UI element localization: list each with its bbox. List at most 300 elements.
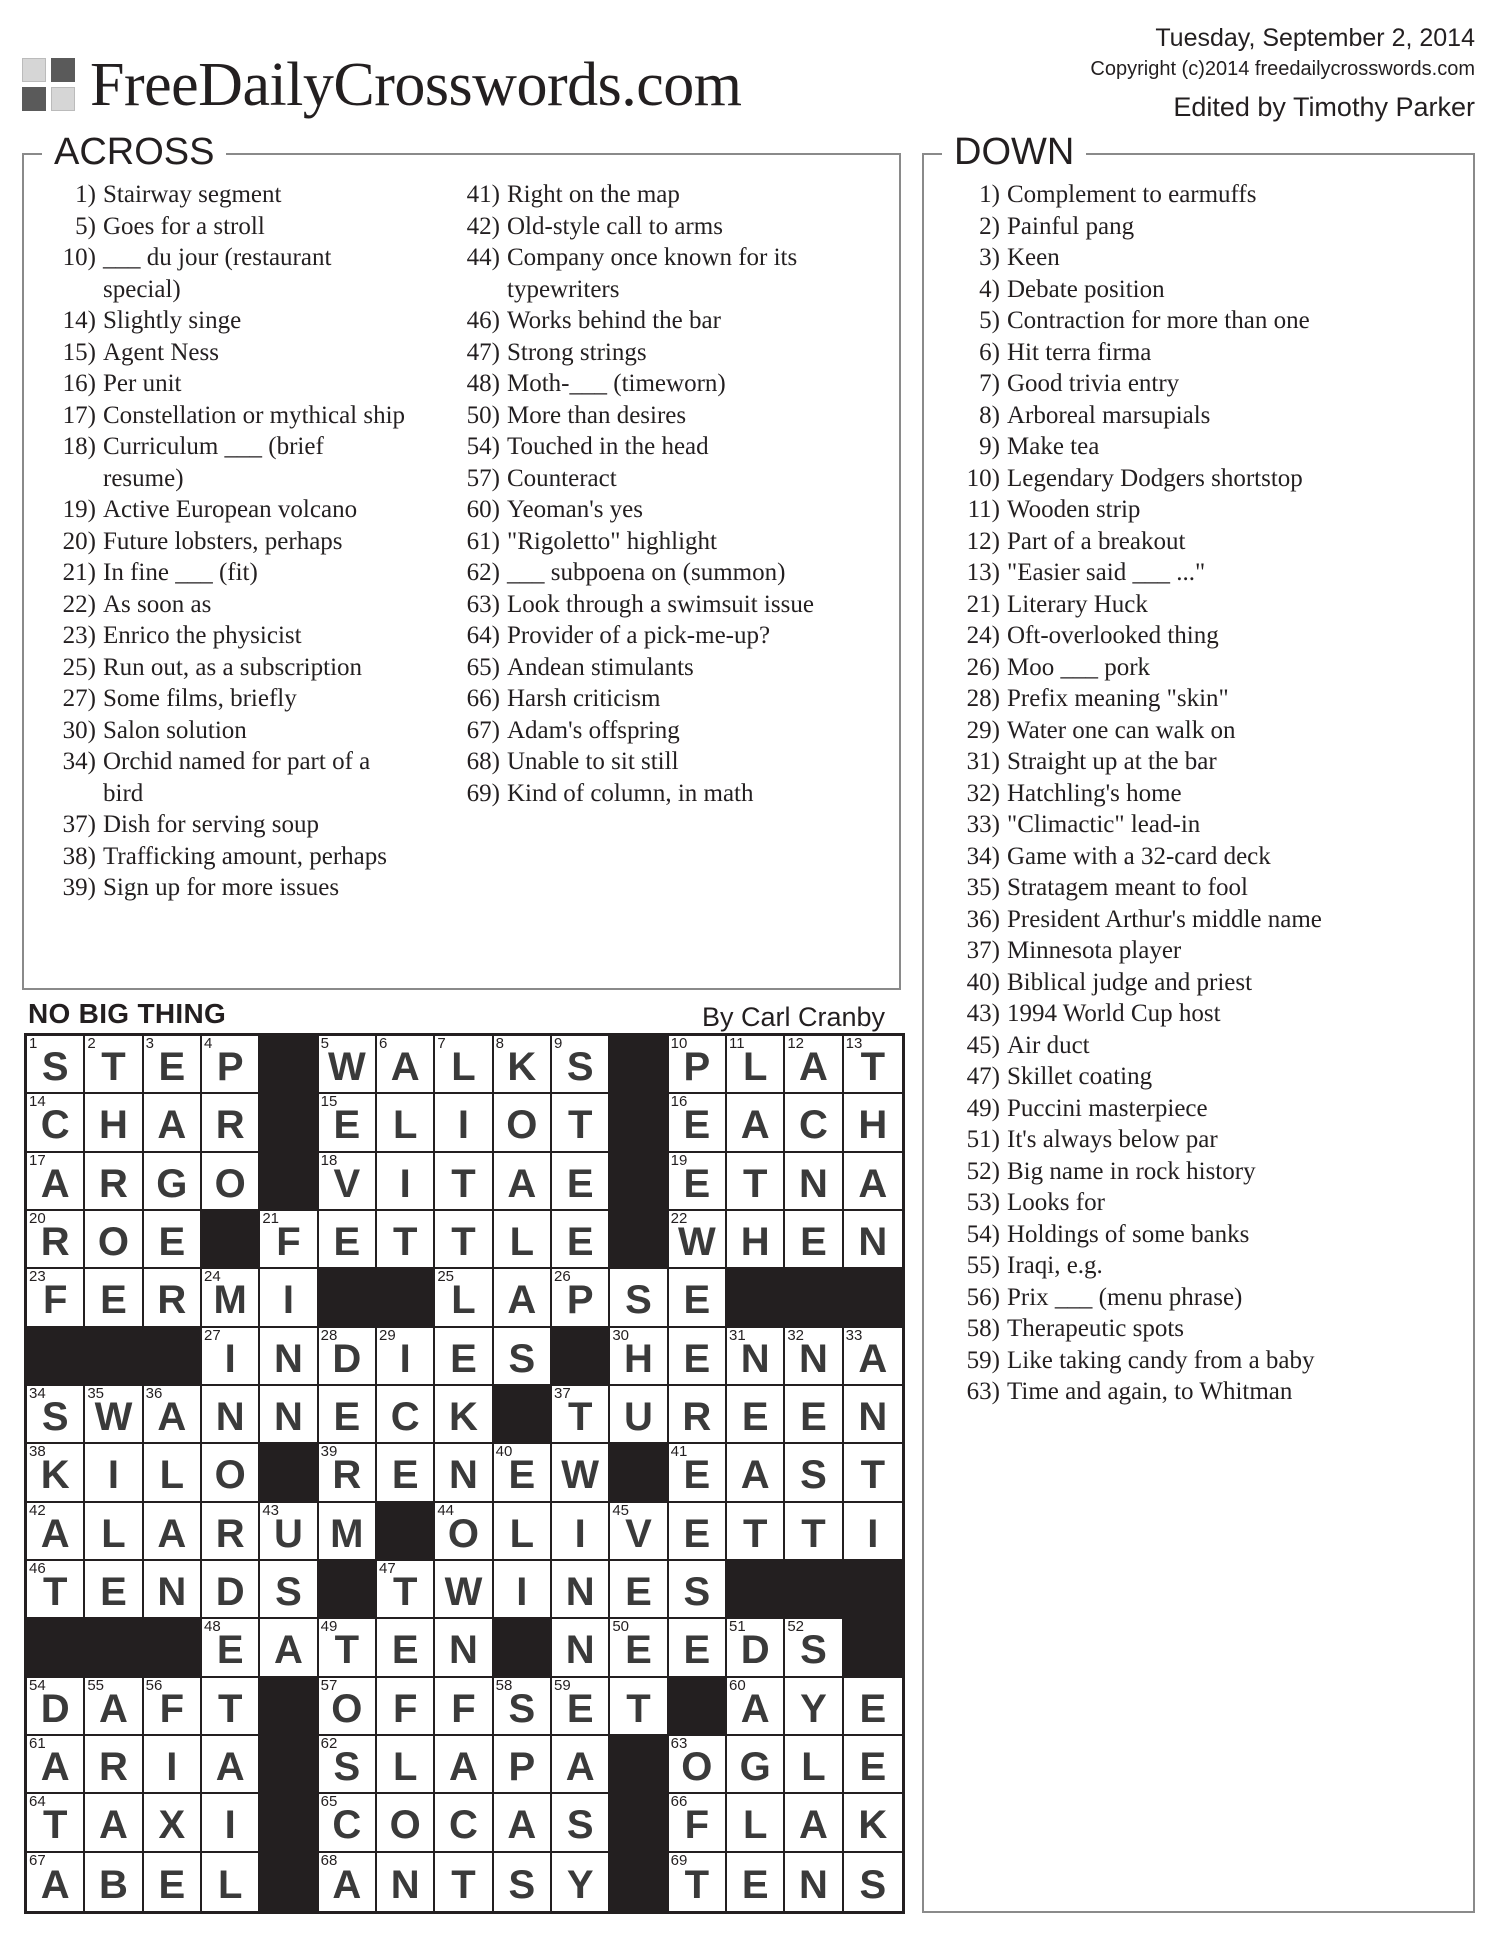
grid-cell[interactable] <box>785 1386 843 1444</box>
cell-number: 13 <box>845 1035 863 1052</box>
grid-cell[interactable] <box>494 1678 552 1736</box>
grid-cell[interactable] <box>727 1094 785 1152</box>
grid-cell[interactable] <box>202 1619 260 1677</box>
grid-cell[interactable] <box>85 1678 143 1736</box>
cell-number: 59 <box>553 1676 571 1694</box>
cell-letter: E <box>683 1628 711 1673</box>
clue-number: 64) <box>466 622 500 649</box>
clue-text: More than desires <box>507 401 687 429</box>
editor-credit: Edited by Timothy Parker <box>1173 92 1475 122</box>
grid-cell[interactable] <box>435 1094 493 1152</box>
cell-letter: S <box>333 1745 361 1790</box>
cell-letter: L <box>392 1745 418 1790</box>
grid-cell[interactable] <box>144 1444 202 1502</box>
grid-cell[interactable] <box>377 1328 435 1386</box>
clue-number: 56) <box>966 1283 1000 1311</box>
clue-number: 52) <box>966 1157 1000 1185</box>
grid-cell[interactable] <box>144 1094 202 1152</box>
grid-cell[interactable] <box>552 1444 610 1502</box>
grid-cell[interactable] <box>27 1678 85 1736</box>
grid-cell[interactable] <box>727 1328 785 1386</box>
grid-cell[interactable] <box>844 1853 902 1911</box>
cell-letter: R <box>682 1395 712 1440</box>
grid-cell[interactable] <box>669 1561 727 1619</box>
cell-letter: S <box>508 1862 536 1907</box>
grid-cell[interactable] <box>144 1211 202 1269</box>
grid-cell[interactable] <box>144 1736 202 1794</box>
grid-cell[interactable] <box>727 1386 785 1444</box>
cell-number: 19 <box>670 1151 688 1169</box>
grid-cell[interactable] <box>494 1094 552 1152</box>
clue-item <box>950 526 1460 558</box>
clue-item <box>44 589 464 621</box>
grid-cell[interactable] <box>669 1853 727 1911</box>
grid-cell[interactable] <box>669 1386 727 1444</box>
clue-number: 63) <box>966 1378 1000 1405</box>
grid-cell[interactable] <box>844 1328 902 1386</box>
grid-cell[interactable] <box>377 1794 435 1852</box>
grid-cell[interactable] <box>435 1503 493 1561</box>
clue-text: Trafficking amount, perhaps <box>103 842 387 870</box>
grid-cell[interactable] <box>377 1678 435 1736</box>
grid-cell[interactable] <box>552 1269 610 1327</box>
grid-cell[interactable] <box>202 1853 260 1911</box>
grid-cell[interactable] <box>202 1444 260 1502</box>
grid-cell[interactable] <box>27 1444 85 1502</box>
cell-letter: O <box>681 1745 713 1790</box>
cell-letter: N <box>799 1336 828 1381</box>
grid-cell[interactable] <box>727 1794 785 1852</box>
grid-cell[interactable] <box>377 1036 435 1094</box>
clue-number: 9) <box>979 433 1000 460</box>
grid-cell[interactable] <box>610 1328 668 1386</box>
clue-item <box>449 683 889 715</box>
clue-item <box>950 494 1460 526</box>
grid-cell[interactable] <box>552 1211 610 1269</box>
grid-cell[interactable] <box>435 1211 493 1269</box>
clue-item <box>44 337 464 369</box>
grid-cell[interactable] <box>552 1678 610 1736</box>
clue-item <box>950 1093 1460 1125</box>
clue-number: 60) <box>466 496 500 523</box>
grid-cell[interactable] <box>202 1678 260 1736</box>
grid-cell[interactable] <box>669 1269 727 1327</box>
grid-cell[interactable] <box>844 1794 902 1852</box>
cell-letter: P <box>216 1045 244 1090</box>
grid-cell[interactable] <box>494 1736 552 1794</box>
grid-cell[interactable] <box>144 1036 202 1094</box>
grid-cell[interactable] <box>377 1853 435 1911</box>
clue-text: Minnesota player <box>1007 937 1182 964</box>
grid-cell[interactable] <box>494 1269 552 1327</box>
clue-number: 20) <box>62 527 96 555</box>
grid-cell[interactable] <box>669 1619 727 1677</box>
grid-cell[interactable] <box>727 1619 785 1677</box>
grid-cell[interactable] <box>494 1036 552 1094</box>
cell-letter: A <box>40 1511 70 1556</box>
cell-letter: S <box>566 1803 594 1848</box>
grid-cell[interactable] <box>27 1094 85 1152</box>
cell-letter: F <box>159 1686 185 1731</box>
grid-cell[interactable] <box>785 1619 843 1677</box>
grid-black-square <box>844 1269 902 1327</box>
grid-cell[interactable] <box>844 1736 902 1794</box>
grid-cell[interactable] <box>144 1386 202 1444</box>
grid-cell[interactable] <box>494 1561 552 1619</box>
clue-number: 19) <box>62 496 96 523</box>
grid-cell[interactable] <box>552 1736 610 1794</box>
grid-cell[interactable] <box>669 1153 727 1211</box>
clue-item <box>44 368 464 400</box>
grid-cell[interactable] <box>144 1678 202 1736</box>
grid-cell[interactable] <box>144 1503 202 1561</box>
cell-letter: H <box>99 1103 128 1148</box>
cell-letter: O <box>506 1103 538 1148</box>
grid-cell[interactable] <box>435 1794 493 1852</box>
grid-cell[interactable] <box>144 1853 202 1911</box>
cell-letter: A <box>157 1103 187 1148</box>
clue-item <box>44 242 464 305</box>
grid-cell[interactable] <box>727 1678 785 1736</box>
grid-cell[interactable] <box>27 1853 85 1911</box>
cell-letter: R <box>332 1453 362 1498</box>
clue-item <box>44 620 464 652</box>
grid-cell[interactable] <box>202 1094 260 1152</box>
cell-letter: T <box>42 1803 68 1848</box>
grid-cell[interactable] <box>669 1503 727 1561</box>
grid-cell[interactable] <box>435 1153 493 1211</box>
grid-cell[interactable] <box>552 1619 610 1677</box>
grid-cell[interactable] <box>202 1794 260 1852</box>
grid-cell[interactable] <box>785 1094 843 1152</box>
grid-cell[interactable] <box>144 1269 202 1327</box>
grid-cell[interactable] <box>785 1444 843 1502</box>
grid-cell[interactable] <box>319 1153 377 1211</box>
grid-cell[interactable] <box>727 1211 785 1269</box>
clue-text: Part of a breakout <box>1007 527 1186 555</box>
grid-cell[interactable] <box>319 1444 377 1502</box>
clue-item <box>950 337 1460 369</box>
clue-number: 1) <box>979 181 1000 208</box>
grid-cell[interactable] <box>144 1794 202 1852</box>
clue-text: Agent Ness <box>103 338 219 366</box>
cell-letter: N <box>858 1395 888 1440</box>
grid-cell[interactable] <box>202 1328 260 1386</box>
cell-number: 16 <box>670 1093 688 1111</box>
grid-cell[interactable] <box>435 1269 493 1327</box>
grid-cell[interactable] <box>319 1794 377 1852</box>
cell-letter: B <box>99 1862 128 1907</box>
grid-cell[interactable] <box>435 1444 493 1502</box>
grid-cell[interactable] <box>260 1503 318 1561</box>
grid-cell[interactable] <box>844 1211 902 1269</box>
grid-cell[interactable] <box>319 1619 377 1677</box>
cell-letter: G <box>739 1745 771 1790</box>
grid-cell[interactable] <box>202 1386 260 1444</box>
grid-cell[interactable] <box>494 1503 552 1561</box>
clue-text: Biblical judge and priest <box>1007 968 1253 996</box>
grid-cell[interactable] <box>377 1211 435 1269</box>
clue-item <box>950 589 1460 621</box>
clue-number: 44) <box>466 244 500 271</box>
grid-cell[interactable] <box>202 1036 260 1094</box>
cell-letter: F <box>42 1278 68 1323</box>
clue-text: Wooden strip <box>1007 496 1141 523</box>
grid-cell[interactable] <box>785 1328 843 1386</box>
grid-cell[interactable] <box>785 1036 843 1094</box>
grid-cell[interactable] <box>494 1211 552 1269</box>
grid-cell[interactable] <box>202 1503 260 1561</box>
grid-cell[interactable] <box>552 1561 610 1619</box>
grid-cell[interactable] <box>552 1386 610 1444</box>
grid-cell[interactable] <box>260 1328 318 1386</box>
clue-number: 67) <box>466 716 500 744</box>
cell-letter: E <box>683 1103 711 1148</box>
grid-cell[interactable] <box>727 1736 785 1794</box>
clue-item <box>950 620 1460 652</box>
grid-cell[interactable] <box>727 1036 785 1094</box>
grid-cell[interactable] <box>85 1269 143 1327</box>
grid-cell[interactable] <box>844 1678 902 1736</box>
grid-black-square <box>610 1444 668 1502</box>
grid-cell[interactable] <box>435 1619 493 1677</box>
grid-cell[interactable] <box>494 1153 552 1211</box>
grid-cell[interactable] <box>669 1794 727 1852</box>
grid-cell[interactable] <box>785 1853 843 1911</box>
clue-text: Game with a 32-card deck <box>1007 842 1271 870</box>
clue-number: 1) <box>75 181 96 208</box>
grid-cell[interactable] <box>435 1736 493 1794</box>
grid-cell[interactable] <box>202 1561 260 1619</box>
clue-item <box>950 967 1460 999</box>
grid-cell[interactable] <box>27 1561 85 1619</box>
grid-cell[interactable] <box>27 1736 85 1794</box>
cell-number: 18 <box>320 1151 338 1169</box>
grid-cell[interactable] <box>377 1094 435 1152</box>
grid-cell[interactable] <box>85 1386 143 1444</box>
clue-text: Sign up for more issues <box>103 874 340 901</box>
grid-black-square <box>785 1561 843 1619</box>
clue-number: 68) <box>466 748 500 775</box>
cell-number: 33 <box>845 1326 863 1344</box>
cell-number: 20 <box>29 1209 46 1227</box>
grid-cell[interactable] <box>669 1036 727 1094</box>
grid-cell[interactable] <box>319 1211 377 1269</box>
grid-cell[interactable] <box>319 1736 377 1794</box>
cell-letter: R <box>215 1103 245 1148</box>
grid-cell[interactable] <box>260 1619 318 1677</box>
clue-number: 15) <box>62 338 96 366</box>
grid-cell[interactable] <box>669 1444 727 1502</box>
grid-cell[interactable] <box>844 1503 902 1561</box>
grid-cell[interactable] <box>552 1794 610 1852</box>
grid-cell[interactable] <box>27 1211 85 1269</box>
cell-letter: L <box>509 1511 535 1556</box>
cell-letter: U <box>274 1511 303 1556</box>
puzzle-title: NO BIG THING <box>28 998 227 1029</box>
cell-letter: W <box>561 1453 600 1498</box>
grid-cell[interactable] <box>610 1503 668 1561</box>
grid-cell[interactable] <box>319 1036 377 1094</box>
clue-item <box>950 1187 1460 1219</box>
grid-cell[interactable] <box>785 1678 843 1736</box>
grid-cell[interactable] <box>144 1153 202 1211</box>
grid-cell[interactable] <box>319 1386 377 1444</box>
grid-cell[interactable] <box>85 1153 143 1211</box>
cell-letter: N <box>390 1862 420 1907</box>
grid-cell[interactable] <box>669 1736 727 1794</box>
cell-letter: T <box>626 1686 651 1731</box>
grid-cell[interactable] <box>319 1094 377 1152</box>
grid-cell[interactable] <box>377 1619 435 1677</box>
grid-cell[interactable] <box>552 1503 610 1561</box>
grid-cell[interactable] <box>85 1853 143 1911</box>
clue-number: 4) <box>979 275 1000 303</box>
grid-cell[interactable] <box>844 1386 902 1444</box>
grid-cell[interactable] <box>202 1736 260 1794</box>
grid-black-square <box>27 1619 85 1677</box>
grid-cell[interactable] <box>260 1269 318 1327</box>
grid-cell[interactable] <box>494 1794 552 1852</box>
cell-letter: E <box>100 1278 127 1323</box>
clue-number: 66) <box>466 685 500 712</box>
cell-letter: T <box>860 1453 886 1498</box>
grid-cell[interactable] <box>377 1153 435 1211</box>
grid-cell[interactable] <box>785 1211 843 1269</box>
cell-letter: I <box>107 1453 120 1498</box>
clue-number: 63) <box>466 590 500 618</box>
grid-black-square <box>144 1619 202 1677</box>
cell-letter: R <box>99 1745 128 1790</box>
grid-cell[interactable] <box>785 1503 843 1561</box>
grid-black-square <box>610 1853 668 1911</box>
grid-cell[interactable] <box>27 1503 85 1561</box>
grid-cell[interactable] <box>552 1153 610 1211</box>
grid-cell[interactable] <box>85 1444 143 1502</box>
cell-letter: W <box>677 1220 716 1265</box>
cell-number: 24 <box>203 1268 221 1286</box>
clue-text: Prix ___ (menu phrase) <box>1007 1283 1243 1311</box>
cell-number: 39 <box>320 1443 338 1461</box>
grid-cell[interactable] <box>27 1153 85 1211</box>
grid-cell[interactable] <box>27 1794 85 1852</box>
grid-cell[interactable] <box>669 1211 727 1269</box>
clue-item <box>449 526 889 558</box>
grid-cell[interactable] <box>377 1386 435 1444</box>
grid-cell[interactable] <box>144 1561 202 1619</box>
clue-item <box>950 1376 1460 1408</box>
grid-cell[interactable] <box>552 1853 610 1911</box>
clue-text: Hit terra firma <box>1007 338 1152 366</box>
grid-cell[interactable] <box>785 1736 843 1794</box>
grid-cell[interactable] <box>610 1678 668 1736</box>
grid-cell[interactable] <box>85 1094 143 1152</box>
grid-cell[interactable] <box>435 1678 493 1736</box>
grid-cell[interactable] <box>727 1444 785 1502</box>
cell-number: 63 <box>670 1734 688 1752</box>
cell-letter: E <box>333 1395 361 1440</box>
cell-letter: I <box>399 1161 411 1206</box>
grid-cell[interactable] <box>785 1153 843 1211</box>
grid-cell[interactable] <box>435 1328 493 1386</box>
grid-cell[interactable] <box>27 1386 85 1444</box>
grid-cell[interactable] <box>377 1736 435 1794</box>
cell-letter: I <box>166 1745 178 1790</box>
cell-letter: N <box>799 1161 828 1206</box>
cell-letter: A <box>99 1686 128 1731</box>
cell-number: 12 <box>787 1035 805 1052</box>
grid-cell[interactable] <box>610 1561 668 1619</box>
cell-number: 15 <box>320 1093 338 1111</box>
cell-letter: N <box>449 1453 478 1498</box>
grid-cell[interactable] <box>727 1503 785 1561</box>
cell-number: 11 <box>728 1035 745 1052</box>
grid-cell[interactable] <box>319 1678 377 1736</box>
grid-cell[interactable] <box>377 1561 435 1619</box>
grid-cell[interactable] <box>85 1503 143 1561</box>
grid-cell[interactable] <box>85 1036 143 1094</box>
cell-number: 61 <box>29 1734 46 1752</box>
clue-text: Moo ___ pork <box>1007 653 1151 681</box>
grid-cell[interactable] <box>85 1561 143 1619</box>
grid-cell[interactable] <box>319 1503 377 1561</box>
clue-item <box>44 746 464 809</box>
grid-cell[interactable] <box>785 1794 843 1852</box>
grid-cell[interactable] <box>260 1561 318 1619</box>
clue-text: Right on the map <box>507 181 680 208</box>
grid-cell[interactable] <box>552 1094 610 1152</box>
grid-cell[interactable] <box>610 1619 668 1677</box>
grid-cell[interactable] <box>494 1328 552 1386</box>
grid-cell[interactable] <box>610 1269 668 1327</box>
grid-cell[interactable] <box>85 1736 143 1794</box>
grid-cell[interactable] <box>85 1211 143 1269</box>
grid-cell[interactable] <box>552 1036 610 1094</box>
grid-cell[interactable] <box>844 1153 902 1211</box>
grid-cell[interactable] <box>844 1036 902 1094</box>
grid-cell[interactable] <box>435 1386 493 1444</box>
grid-cell[interactable] <box>202 1153 260 1211</box>
grid-cell[interactable] <box>494 1444 552 1502</box>
grid-cell[interactable] <box>435 1036 493 1094</box>
site-logo <box>22 50 741 120</box>
grid-cell[interactable] <box>85 1794 143 1852</box>
grid-cell[interactable] <box>435 1561 493 1619</box>
grid-cell[interactable] <box>727 1153 785 1211</box>
grid-cell[interactable] <box>260 1386 318 1444</box>
cell-letter: A <box>740 1686 770 1731</box>
cell-letter: E <box>566 1686 594 1731</box>
grid-cell[interactable] <box>844 1444 902 1502</box>
grid-cell[interactable] <box>260 1211 318 1269</box>
grid-black-square <box>27 1328 85 1386</box>
clue-number: 22) <box>62 590 96 618</box>
grid-cell[interactable] <box>319 1853 377 1911</box>
grid-cell[interactable] <box>27 1269 85 1327</box>
grid-cell[interactable] <box>669 1094 727 1152</box>
grid-black-square <box>610 1036 668 1094</box>
grid-cell[interactable] <box>319 1328 377 1386</box>
grid-cell[interactable] <box>435 1853 493 1911</box>
grid-cell[interactable] <box>844 1094 902 1152</box>
grid-cell[interactable] <box>669 1328 727 1386</box>
grid-cell[interactable] <box>377 1444 435 1502</box>
grid-cell[interactable] <box>727 1853 785 1911</box>
grid-cell[interactable] <box>27 1036 85 1094</box>
grid-cell[interactable] <box>202 1269 260 1327</box>
grid-cell[interactable] <box>494 1853 552 1911</box>
grid-cell[interactable] <box>610 1386 668 1444</box>
